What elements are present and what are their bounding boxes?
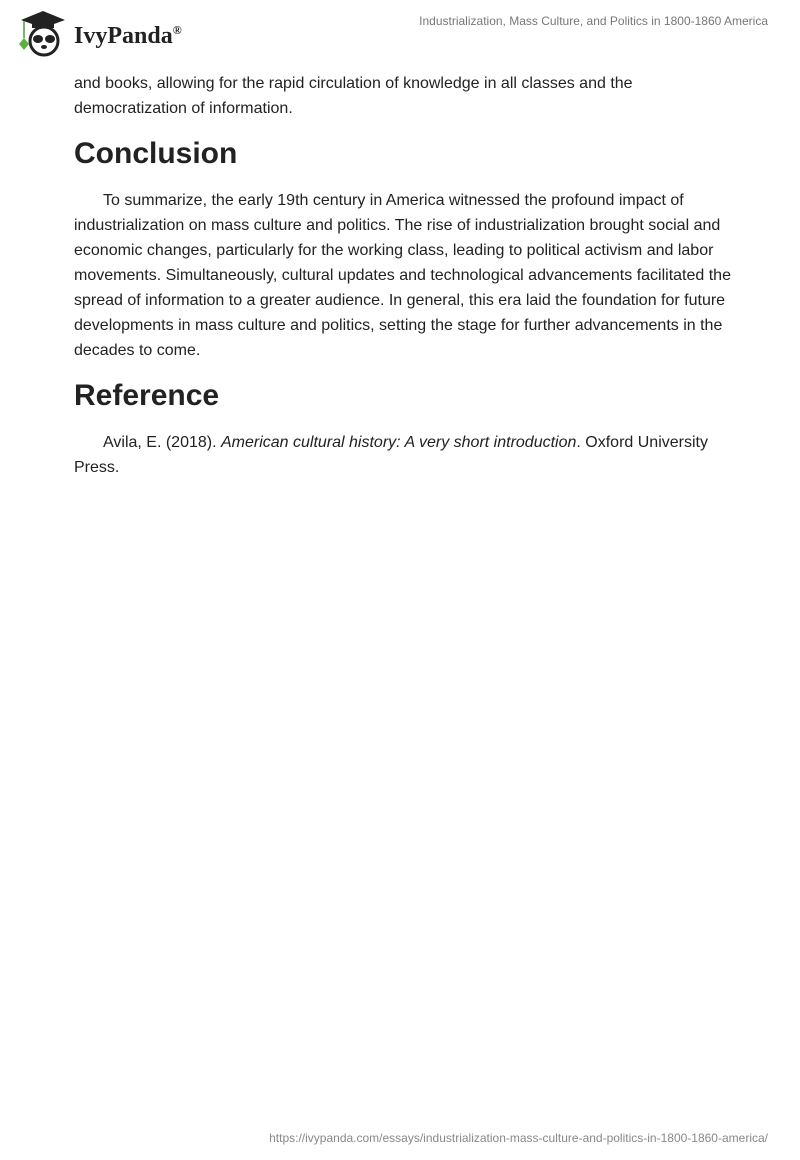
ivypanda-logo[interactable] [18, 8, 182, 58]
source-url[interactable]: https://ivypanda.com/essays/industrialization-mass-culture-and-politics-in-1800-1860-america/ [269, 1131, 768, 1145]
document-title: Industrialization, Mass Culture, and Politics in 1800-1860 America [419, 14, 768, 28]
essay-body [74, 71, 736, 480]
panda-graduate-icon [18, 8, 68, 58]
conclusion-paragraph: To summarize, the early 19th century in America witnessed the profound impact of industrialization on mass culture and politics. The rise of industrialization brought social and economic changes, particularly for the working class, leading to political activism and labor movements. Simultaneously, cultural updates and technological advancements facilitated the spread of information to a greater audience. In general, this era laid the foundation for future developments in mass culture and politics, setting the stage for further advancements in the decades to come. [74, 192, 731, 359]
intro-paragraph: and books, allowing for the rapid circulation of knowledge in all classes and the democratization of information. [74, 75, 633, 117]
conclusion-heading: Conclusion [74, 137, 238, 170]
brand-name: IvyPanda® [74, 22, 182, 49]
reference-heading: Reference [74, 379, 220, 412]
reference-title: American cultural history: A very short introduction [220, 434, 577, 451]
reference-entry: Avila, E. (2018). American cultural history: A very short introduction. Oxford University Press. [74, 434, 708, 476]
